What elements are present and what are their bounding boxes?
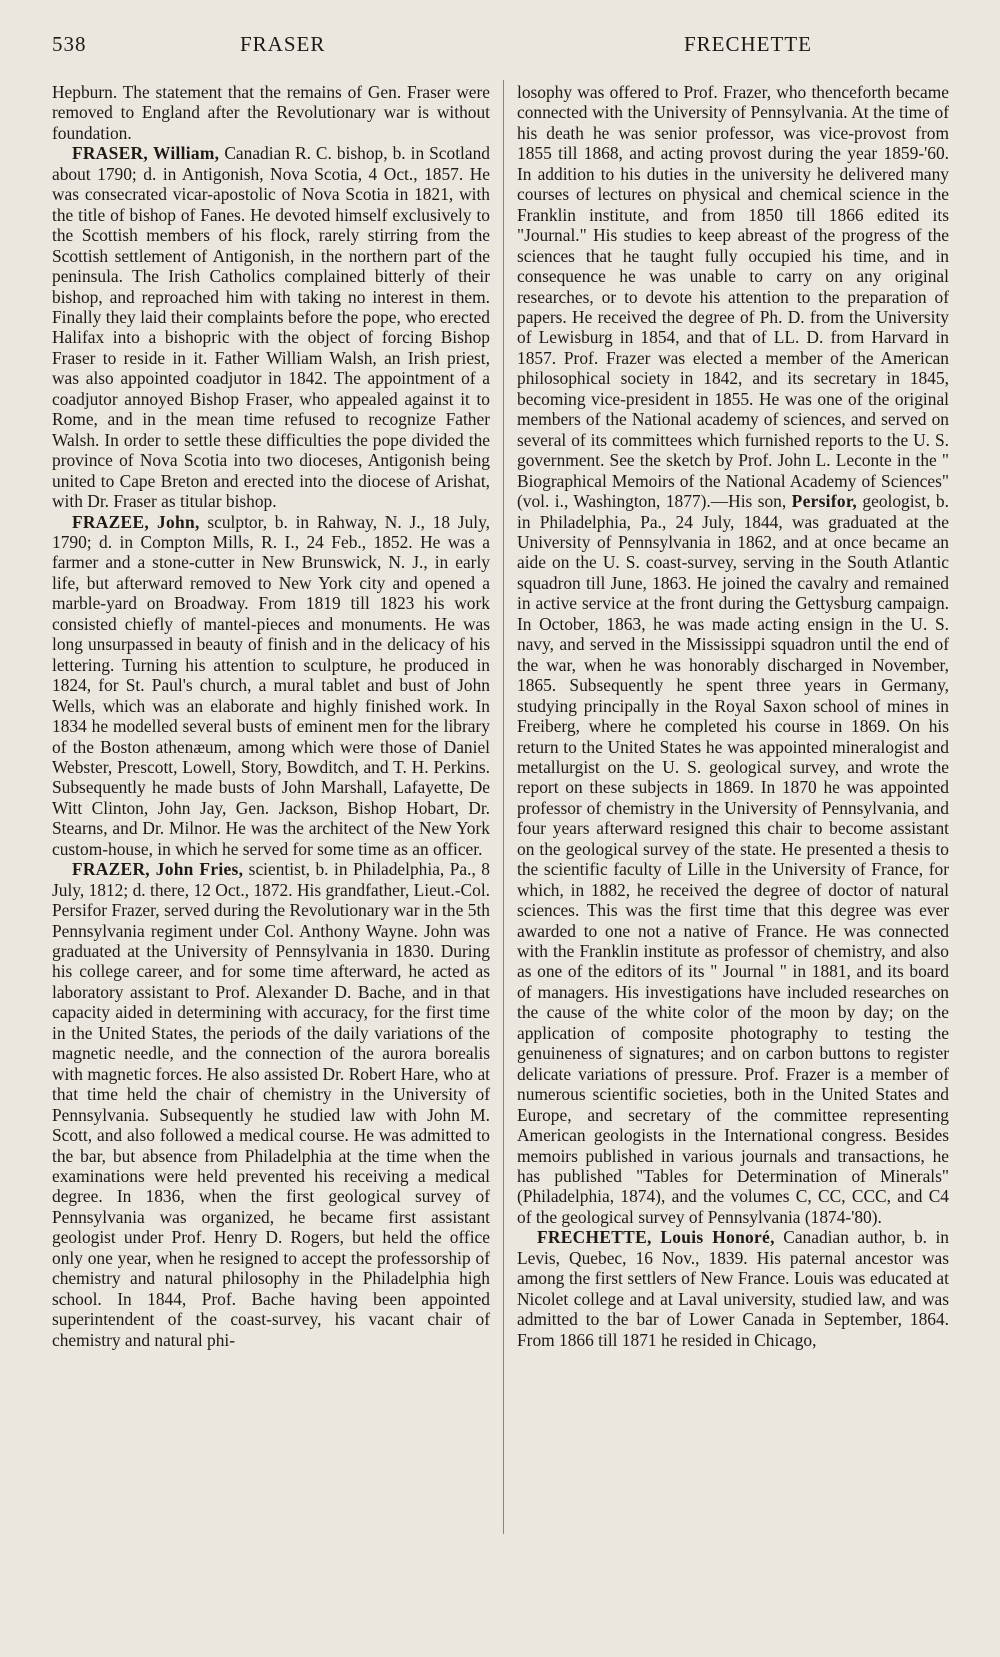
entry-text: Canadian R. C. bishop, b. in Scotland about 1790; d. in Antigonish, Nova Scotia, 4 Oct., 1857. He was consecrated vicar-apostolic of Nova Scotia in 1821, with the title of bishop of Fanes. He devoted himself exclusively to the Scottish members of his flock, rarely stirring from the Scottish settlement of Antigonish, in the northern part of the peninsula. The Irish Catholics complained bitterly of their bishop, and reproached him with taking no interest in them. Finally they laid their complaints before the pope, who erected Halifax into a bishopric with the object of forcing Bishop Fraser to reside in it. Father William Walsh, an Irish priest, was also appointed coadjutor in 1842. The appointment of a coadjutor annoyed Bishop Fraser, who appealed against it to Rome, and in the mean time refused to recognize Father Walsh. In order to settle these difficulties the pope divided the province of Nova Scotia into two dioceses, Antigonish being united to Cape Breton and erected into the diocese of Arishat, with Dr. Fraser as titular bishop. xyxy=(52,143,490,512)
running-header xyxy=(52,32,810,62)
running-head-right: FRECHETTE xyxy=(684,32,812,56)
entry-heading: FRAZEE, John, xyxy=(72,511,200,532)
column-divider xyxy=(503,80,504,1534)
paragraph xyxy=(517,82,949,1227)
paragraph xyxy=(52,82,490,143)
left-column xyxy=(52,82,490,1350)
page-number: 538 xyxy=(52,32,87,56)
running-head-left: FRASER xyxy=(240,32,326,56)
entry-fraser-william xyxy=(52,143,490,511)
paragraph-text: —His son, xyxy=(710,491,792,512)
entry-text: Canadian author, b. in Levis, Quebec, 16 Nov., 1839. His paternal ancestor was among the first settlers of New France. Louis was educated at Nicolet college and at Laval university, studied law, and was admitted to the bar of Lower Canada in September, 1864. From 1866 till 1871 he resided in Chicago, xyxy=(517,1227,949,1350)
entry-text: scientist, b. in Philadelphia, Pa., 8 July, 1812; d. there, 12 Oct., 1872. His grandfather, Lieut.-Col. Persifor Frazer, served during the Revolutionary war in the 5th Pennsylvania regiment under Col. Anthony Wayne. John was graduated at the University of Pennsylvania in 1830. During his college career, and for some time afterward, he acted as laboratory assistant to Prof. Alexander D. Bache, and in that capacity aided in determining with accuracy, for the first time in the United States, the periods of the daily variations of the magnetic needle, and the connection of the aurora borealis with magnetic forces. He also assisted Dr. Robert Hare, who at that time held the chair of chemistry in the University of Pennsylvania. Subsequently he studied law with John M. Scott, and also followed a medical course. He was admitted to the bar, but absence from Philadelphia at the time when the examinations were held prevented his receiving a medical degree. In 1836, when the first geological survey of Pennsylvania was organized, he became first assistant geologist under Prof. Henry D. Rogers, but held the office only one year, when he resigned to accept the professorship of chemistry and natural philosophy in the Philadelphia high school. In 1844, Prof. Bache having been appointed superintendent of the coast-survey, his vacant chair of chemistry and natural phi- xyxy=(52,859,490,1350)
entry-heading: Persifor, xyxy=(791,491,857,512)
paragraph-text: Hepburn. The statement that the remains of Gen. Fraser were removed to England after the Revolutionary war is without foundation. xyxy=(52,82,490,143)
entry-heading: FRASER, William, xyxy=(72,143,220,164)
right-column xyxy=(517,82,949,1350)
paragraph-text: losophy was offered to Prof. Frazer, who thenceforth became connected with the University of Pennsylvania. At the time of his death he was senior professor, was vice-provost from 1855 till 1868, and acting provost during the year 1859-'60. In addition to his duties in the university he delivered many courses of lectures on physical and chemical science in the Franklin institute, and from 1850 till 1866 edited its "Journal." His studies to keep abreast of the progress of the sciences that he taught fully occupied his time, and in consequence he was unable to carry on any original researches, or to devote his attention to the preparation of papers. He received the degree of Ph. D. from the University of Lewisburg in 1854, and that of LL. D. from Harvard in 1857. Prof. Frazer was elected a member of the American philosophical society in 1842, and its secretary in 1845, becoming vice-president in 1855. He was one of the original members of the National academy of sciences, and served on several of its committees which furnished reports to the U. S. government. See the sketch by Prof. John L. Leconte in the " Biographical Memoirs of the National Academy of Sciences" (vol. i., Washington, 1877). xyxy=(517,82,949,512)
entry-frazee-john xyxy=(52,512,490,860)
entry-heading: FRAZER, John Fries, xyxy=(72,859,244,880)
entry-text: sculptor, b. in Rahway, N. J., 18 July, 1790; d. in Compton Mills, R. I., 24 Feb., 1852. He was a farmer and a stone-cutter in New Brunswick, N. J., in early life, but afterward removed to New York city and opened a marble-yard on Broadway. From 1819 till 1823 his work consisted chiefly of mantel-pieces and monuments. He was long unsurpassed in beauty of finish and in the delicacy of his lettering. Turning his attention to sculpture, he produced in 1824, for St. Paul's church, a mural tablet and bust of John Wells, which was an elaborate and highly finished work. In 1834 he modelled several busts of eminent men for the library of the Boston athenæum, among which were those of Daniel Webster, Prescott, Lowell, Story, Bowditch, and T. H. Perkins. Subsequently he made busts of John Marshall, Lafayette, De Witt Clinton, John Jay, Gen. Jackson, Bishop Hobart, Dr. Stearns, and Dr. Milnor. He was the architect of the New York custom-house, in which he served for some time as an officer. xyxy=(52,511,491,859)
entry-text: geologist, b. in Philadelphia, Pa., 24 July, 1844, was graduated at the University of Pennsylvania in 1862, and at once became an aide on the U. S. coast-survey, serving in the South Atlantic squadron till June, 1863. He joined the cavalry and remained in active service at the front during the Gettysburg campaign. In October, 1863, he was made acting ensign in the U. S. navy, and served in the Mississippi squadron until the end of the war, when he was honorably discharged in November, 1865. Subsequently he spent three years in Germany, studying principally in the Royal Saxon school of mines in Freiberg, where he completed his course in 1869. On his return to the United States he was appointed mineralogist and metallurgist on the U. S. geological survey, and wrote the report on these subjects in 1869. In 1870 he was appointed professor of chemistry in the University of Pennsylvania, and four years afterward resigned this chair to become assistant on the geological survey of the state. He presented a thesis to the scientific faculty of Lille in the University of France, for which, in 1882, he received the degree of doctor of natural sciences. This was the first time that this degree was ever awarded to one not a native of France. He was connected with the Franklin institute as professor of chemistry, and also as one of the editors of its " Journal " in 1881, and its board of managers. His investigations have included researches on the cause of the white color of the moon by day; on the application of composite photography to testing the genuineness of signatures; and on carbon buttons to register delicate variations of pressure. Prof. Frazer is a member of numerous scientific societies, both in the United States and Europe, and secretary of the committee representing American geologists in the International congress. Besides memoirs published in various journals and transactions, he has published "Tables for Determination of Minerals" (Philadelphia, 1874), and the volumes C, CC, CCC, and C4 of the geological survey of Pennsylvania (1874-'80). xyxy=(517,491,949,1227)
entry-frazer-john-fries xyxy=(52,859,490,1350)
entry-heading: FRECHETTE, Louis Honoré, xyxy=(537,1227,775,1248)
entry-frechette-louis-honore xyxy=(517,1227,949,1350)
